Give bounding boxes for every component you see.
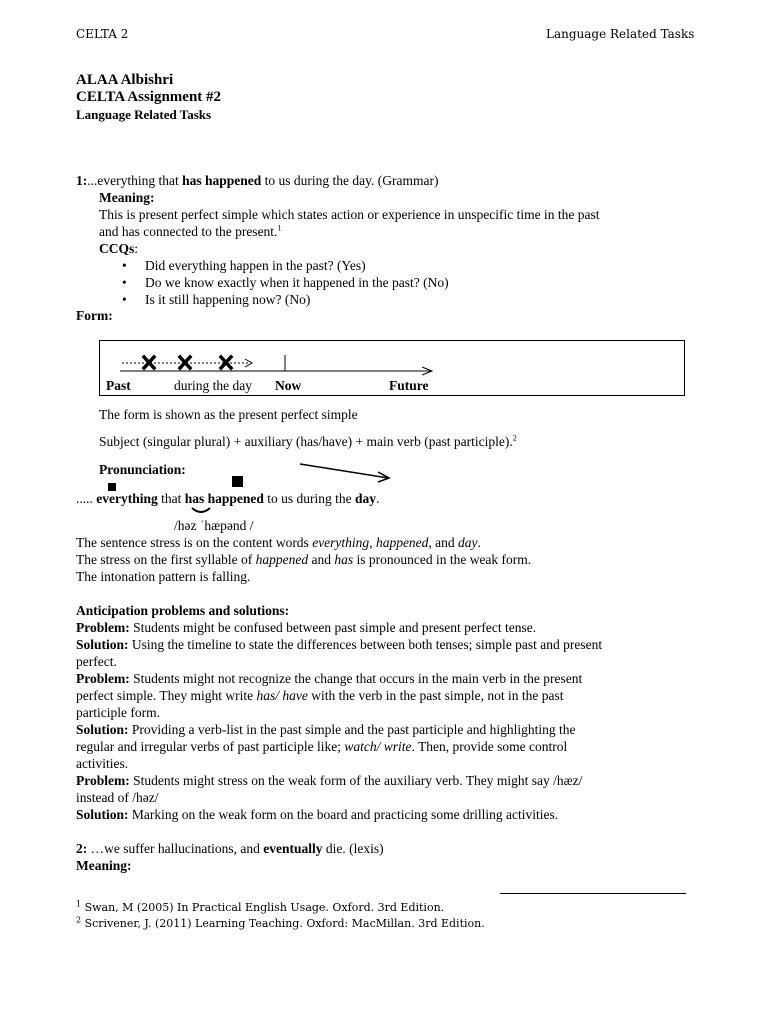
stress-line-2 <box>76 551 688 568</box>
form-description: The form is shown as the present perfect simple <box>99 407 358 422</box>
footnote-ref-2: 2 <box>512 433 517 443</box>
problem-3 <box>76 772 688 789</box>
stress-comma-1: , <box>369 535 376 550</box>
item1-pre: ...everything that <box>87 173 183 188</box>
pron-end: . <box>376 491 380 506</box>
intonation-line: The intonation pattern is falling. <box>76 569 251 584</box>
header-left: CELTA 2 <box>76 27 129 41</box>
linking-mark-icon <box>190 506 214 516</box>
problem-3-text: Students might stress on the weak form of the auxiliary verb. They might say /hæz/ <box>129 773 583 788</box>
solution-2b-italic: watch/ write <box>344 739 412 754</box>
stress2-pre: The stress on the first syllable of <box>76 552 256 567</box>
solution-2-end: activities. <box>76 756 129 771</box>
problem-2-text: Students might not recognize the change that occurs in the main verb in the present <box>129 671 583 686</box>
item2-number: 2: <box>76 841 88 856</box>
problem-2b-italic: has/ have <box>256 688 308 703</box>
ccq-item: • Did everything happen in the past? (Yes) <box>99 257 689 274</box>
solution-2b-post: . Then, provide some control <box>411 739 568 754</box>
author-name: ALAA Albishri <box>76 72 174 88</box>
pron-pre: ..... <box>76 491 97 506</box>
timeline-diagram <box>99 340 685 396</box>
footnote-separator <box>500 893 686 894</box>
footnote-1-mark: 1 <box>76 899 82 909</box>
stress-word-1: everything <box>312 535 370 550</box>
ccq-label <box>99 240 689 257</box>
item2-meaning-label: Meaning: <box>76 858 132 873</box>
problem-label: Problem: <box>76 620 130 635</box>
solution-label: Solution: <box>76 807 129 822</box>
intonation-arrow-icon <box>298 460 394 486</box>
pron-day: day <box>355 491 377 506</box>
footnote-ref-1: 1 <box>277 223 282 233</box>
stress-mark-happened <box>232 476 243 487</box>
item1-heading <box>76 172 688 189</box>
ccq-colon: : <box>134 241 139 256</box>
solution-label: Solution: <box>76 637 129 652</box>
problem-2-end: participle form. <box>76 705 160 720</box>
timeline-past: Past <box>106 378 131 393</box>
meaning-label: Meaning: <box>99 190 155 205</box>
footnote-1 <box>76 900 444 916</box>
solution-3 <box>76 806 688 823</box>
ccq-item: • Is it still happening now? (No) <box>99 291 689 308</box>
ccq-label-text: CCQs <box>99 241 135 256</box>
footnote-2-text: Scrivener, J. (2011) Learning Teaching. Oxford: MacMillan. 3rd Edition. <box>81 917 485 930</box>
solution-1 <box>76 636 688 653</box>
meaning-text-2: and has connected to the present. <box>99 224 278 239</box>
problem-3-cont: instead of /həz/ <box>76 790 159 805</box>
footnote-2-mark: 2 <box>76 915 82 925</box>
solution-2b-pre: regular and irregular verbs of past participle like; <box>76 739 345 754</box>
pron-mid2: to us during the <box>263 491 356 506</box>
stress-word-2: happened <box>375 535 429 550</box>
stress-line-1 <box>76 534 688 551</box>
problem-1 <box>76 619 688 636</box>
stress-word-3: day <box>458 535 478 550</box>
form-label: Form: <box>76 308 113 323</box>
item1-post: to us during the day. (Grammar) <box>261 173 439 188</box>
timeline-cross-1 <box>144 357 154 368</box>
problem-2 <box>76 670 688 687</box>
problem-label: Problem: <box>76 773 130 788</box>
ccq-item: • Do we know exactly when it happened in the past? (No) <box>99 274 689 291</box>
anticipation-heading: Anticipation problems and solutions: <box>76 603 290 618</box>
meaning-line-1: This is present perfect simple which states action or experience in unspecific time in the past <box>99 207 600 222</box>
pronunciation-sentence <box>76 490 688 507</box>
solution-2 <box>76 721 688 738</box>
solution-1-text: Using the timeline to state the differences between both tenses; simple past and present <box>128 637 603 652</box>
footnote-1-text: Swan, M (2005) In Practical English Usage. Oxford. 3rd Edition. <box>81 901 445 914</box>
stress-intro: The sentence stress is on the content words <box>76 535 313 550</box>
item2-post: die. (lexis) <box>322 841 384 856</box>
stress2-mid: and <box>308 552 335 567</box>
problem-label: Problem: <box>76 671 130 686</box>
phonetic-transcription: /həz ˈhæpənd / <box>174 518 254 533</box>
item2-target: eventually <box>263 841 323 856</box>
solution-2-text: Providing a verb-list in the past simple and the past participle and highlighting the <box>128 722 576 737</box>
document-subtitle: Language Related Tasks <box>76 107 212 122</box>
assignment-title: CELTA Assignment #2 <box>76 89 222 105</box>
solution-2-cont <box>76 738 688 755</box>
item1-target: has happened <box>182 173 262 188</box>
ccq-list <box>99 257 689 308</box>
footnote-2 <box>76 916 485 932</box>
stress2-word-2: has <box>334 552 354 567</box>
stress2-word-1: happened <box>255 552 309 567</box>
item1-number: 1: <box>76 173 88 188</box>
timeline-cross-2 <box>180 357 190 368</box>
problem-2-cont <box>76 687 688 704</box>
pron-everything: everything <box>96 491 158 506</box>
pron-mid1: that <box>157 491 185 506</box>
solution-1-cont: perfect. <box>76 654 117 669</box>
form-formula-text: Subject (singular plural) + auxiliary (has/have) + main verb (past participle). <box>99 434 513 449</box>
problem-2b-pre: perfect simple. They might write <box>76 688 257 703</box>
solution-label: Solution: <box>76 722 129 737</box>
form-formula <box>99 433 689 450</box>
stress-end: . <box>477 535 481 550</box>
pronunciation-label: Pronunciation: <box>99 462 186 477</box>
stress2-post: is pronounced in the weak form. <box>353 552 532 567</box>
item2-heading <box>76 840 688 857</box>
item2-pre: …we suffer hallucinations, and <box>87 841 264 856</box>
meaning-line-2 <box>99 223 689 240</box>
pron-has-happened: has happened <box>184 491 264 506</box>
problem-1-text: Students might be confused between past simple and present perfect tense. <box>129 620 537 635</box>
header-right: Language Related Tasks <box>546 27 695 41</box>
timeline-now: Now <box>275 378 302 393</box>
timeline-future: Future <box>389 378 429 393</box>
stress-comma-2: , and <box>428 535 459 550</box>
problem-2b-post: with the verb in the past simple, not in the past <box>307 688 564 703</box>
solution-3-text: Marking on the weak form on the board and practicing some drilling activities. <box>128 807 559 822</box>
timeline-during: during the day <box>174 378 252 393</box>
